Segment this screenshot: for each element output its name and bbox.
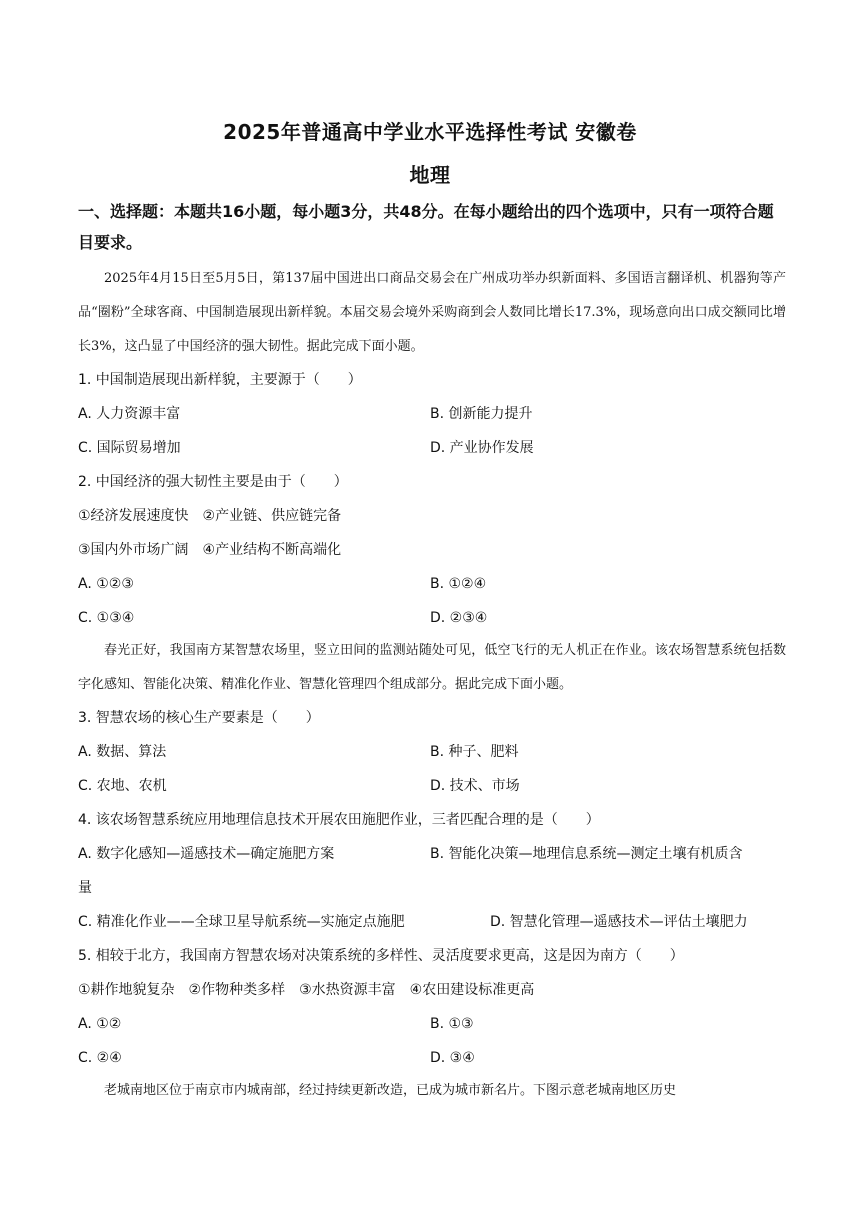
- subject-title: 地理: [409, 163, 451, 187]
- passage-2: 春光正好，我国南方某智慧农场里，竖立田间的监测站随处可见，低空飞行的无人机正在作业。该农场智慧系统包括数字化感知、智能化决策、精准化作业、智慧化管理四个组成部分。据此完成下面小题。: [78, 643, 786, 692]
- question-1-option-b: B. 创新能力提升: [430, 406, 533, 422]
- question-2-items-line-1: ①经济发展速度快 ②产业链、供应链完备: [78, 508, 342, 524]
- question-4-option-b: B. 智能化决策—地理信息系统—测定土壤有机质含: [430, 846, 743, 862]
- question-3-option-b: B. 种子、肥料: [430, 744, 519, 760]
- passage-1: 2025年4月15日至5月5日，第137届中国进出口商品交易会在广州成功举办织新面料、多国语言翻译机、机器狗等产品“圈粉”全球客商、中国制造展现出新样貌。本届交易会境外采购商到会人数同比增长17.3%，现场意向出口成交额同比增长3%，这凸显了中国经济的强大韧性。据此完成下面小题。: [78, 271, 786, 354]
- question-5-option-a: A. ①②: [78, 1016, 122, 1032]
- question-1-option-c: C. 国际贸易增加: [78, 440, 181, 456]
- question-3-option-d: D. 技术、市场: [430, 778, 520, 794]
- question-4-stem: 4. 该农场智慧系统应用地理信息技术开展农田施肥作业，三者匹配合理的是（ ）: [78, 812, 600, 828]
- question-4-option-b-continued: 量: [78, 880, 92, 896]
- question-4-option-a: A. 数字化感知—遥感技术—确定施肥方案: [78, 846, 335, 862]
- question-1-option-a: A. 人力资源丰富: [78, 406, 181, 422]
- question-2-option-d: D. ②③④: [430, 610, 488, 626]
- question-5-stem: 5. 相较于北方，我国南方智慧农场对决策系统的多样性、灵活度要求更高，这是因为南方（ ）: [78, 948, 684, 964]
- question-2-option-a: A. ①②③: [78, 576, 134, 592]
- question-2-items-line-2: ③国内外市场广阔 ④产业结构不断高端化: [78, 542, 342, 558]
- question-1-option-d: D. 产业协作发展: [430, 440, 534, 456]
- section-heading: 一、选择题：本题共16小题，每小题3分，共48分。在每小题给出的四个选项中，只有一项符合题目要求。: [78, 202, 774, 252]
- question-5-items: ①耕作地貌复杂 ②作物种类多样 ③水热资源丰富 ④农田建设标准更高: [78, 982, 535, 998]
- question-4-option-d: D. 智慧化管理—遥感技术—评估土壤肥力: [490, 914, 748, 930]
- question-5-option-b: B. ①③: [430, 1016, 474, 1032]
- question-2-stem: 2. 中国经济的强大韧性主要是由于（ ）: [78, 474, 348, 490]
- question-2-option-c: C. ①③④: [78, 610, 135, 626]
- question-1-stem: 1. 中国制造展现出新样貌，主要源于（ ）: [78, 372, 362, 388]
- question-3-option-a: A. 数据、算法: [78, 744, 167, 760]
- question-3-option-c: C. 农地、农机: [78, 778, 167, 794]
- passage-3: 老城南地区位于南京市内城南部，经过持续更新改造，已成为城市新名片。下图示意老城南地区历史: [104, 1083, 677, 1098]
- question-5-option-c: C. ②④: [78, 1050, 122, 1066]
- question-5-option-d: D. ③④: [430, 1050, 475, 1066]
- question-4-option-c: C. 精准化作业——全球卫星导航系统—实施定点施肥: [78, 914, 405, 930]
- question-2-option-b: B. ①②④: [430, 576, 487, 592]
- exam-title: 2025年普通高中学业水平选择性考试 安徽卷: [223, 120, 637, 144]
- question-3-stem: 3. 智慧农场的核心生产要素是（ ）: [78, 710, 320, 726]
